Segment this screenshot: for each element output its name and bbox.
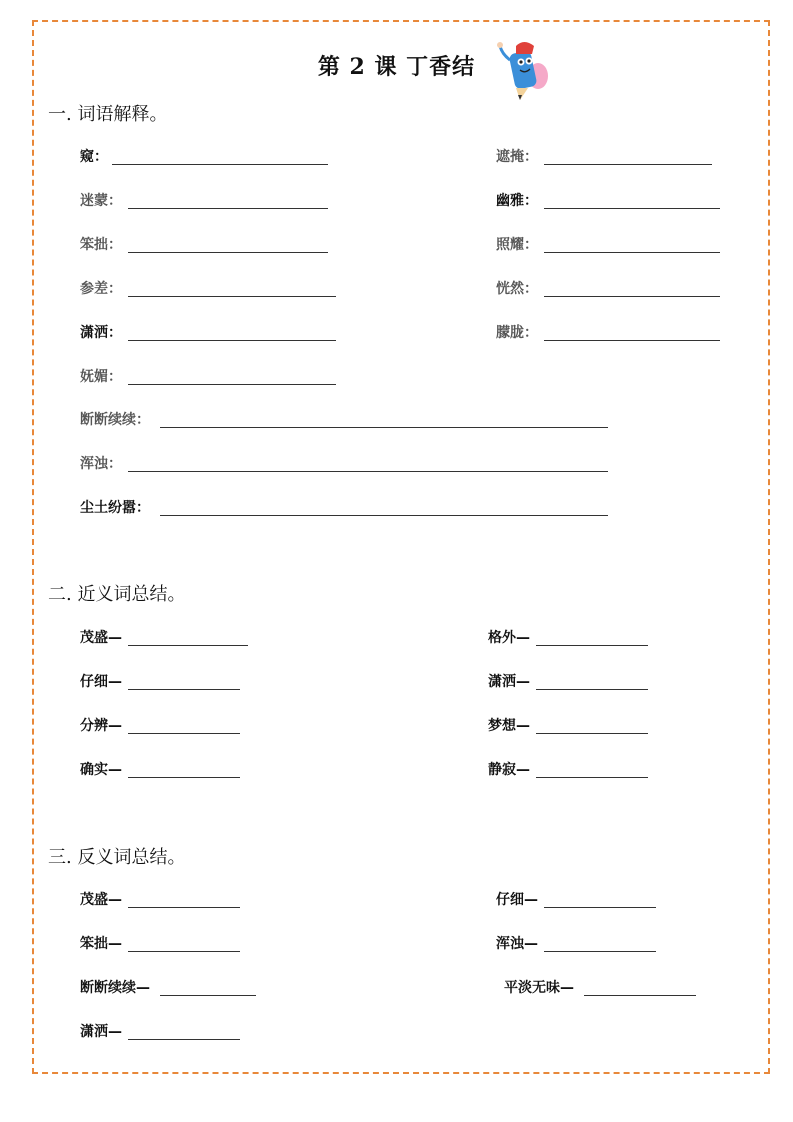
answer-blank[interactable] xyxy=(160,412,608,428)
antonym-item: 潇洒— xyxy=(80,1024,122,1040)
answer-blank[interactable] xyxy=(160,980,256,996)
vocab-item: 恍然： xyxy=(496,281,538,297)
vocab-item: 窥： xyxy=(80,149,108,165)
vocab-item: 笨拙： xyxy=(80,237,122,253)
synonym-item: 静寂— xyxy=(488,762,530,778)
synonym-item: 确实— xyxy=(80,762,122,778)
section-heading-synonyms: 二. 近义词总结。 xyxy=(48,584,186,605)
vocab-item: 断断续续： xyxy=(80,412,150,428)
antonym-item: 断断续续— xyxy=(80,980,150,996)
synonym-item: 分辨— xyxy=(80,718,122,734)
answer-blank[interactable] xyxy=(128,630,248,646)
answer-blank[interactable] xyxy=(544,936,656,952)
vocab-item: 尘土纷嚣： xyxy=(80,500,150,516)
lesson-title: 第 2 课 丁香结 xyxy=(317,54,476,80)
answer-blank[interactable] xyxy=(128,892,240,908)
synonym-item: 茂盛— xyxy=(80,630,122,646)
answer-blank[interactable] xyxy=(112,149,328,165)
answer-blank[interactable] xyxy=(544,149,712,165)
answer-blank[interactable] xyxy=(160,500,608,516)
answer-blank[interactable] xyxy=(128,674,240,690)
answer-blank[interactable] xyxy=(128,936,240,952)
page-border xyxy=(32,20,770,1074)
answer-blank[interactable] xyxy=(544,892,656,908)
answer-blank[interactable] xyxy=(584,980,696,996)
answer-blank[interactable] xyxy=(128,281,336,297)
antonym-item: 笨拙— xyxy=(80,936,122,952)
answer-blank[interactable] xyxy=(128,718,240,734)
answer-blank[interactable] xyxy=(536,674,648,690)
synonym-item: 潇洒— xyxy=(488,674,530,690)
pencil-mascot-icon xyxy=(494,40,554,102)
antonym-item: 浑浊— xyxy=(496,936,538,952)
vocab-item: 迷蒙： xyxy=(80,193,122,209)
answer-blank[interactable] xyxy=(536,762,648,778)
vocab-item: 遮掩： xyxy=(496,149,538,165)
answer-blank[interactable] xyxy=(544,325,720,341)
answer-blank[interactable] xyxy=(128,193,328,209)
synonym-item: 格外— xyxy=(488,630,530,646)
section-heading-antonyms: 三. 反义词总结。 xyxy=(48,847,186,868)
answer-blank[interactable] xyxy=(544,237,720,253)
vocab-item: 浑浊： xyxy=(80,456,122,472)
answer-blank[interactable] xyxy=(128,762,240,778)
answer-blank[interactable] xyxy=(128,1024,240,1040)
vocab-item: 潇洒： xyxy=(80,325,122,341)
answer-blank[interactable] xyxy=(128,456,608,472)
answer-blank[interactable] xyxy=(536,718,648,734)
vocab-item: 照耀： xyxy=(496,237,538,253)
answer-blank[interactable] xyxy=(128,325,336,341)
answer-blank[interactable] xyxy=(544,193,720,209)
section-heading-vocabulary: 一. 词语解释。 xyxy=(48,104,168,125)
synonym-item: 仔细— xyxy=(80,674,122,690)
vocab-item: 朦胧： xyxy=(496,325,538,341)
answer-blank[interactable] xyxy=(544,281,720,297)
synonym-item: 梦想— xyxy=(488,718,530,734)
vocab-item: 幽雅： xyxy=(496,193,538,209)
answer-blank[interactable] xyxy=(128,369,336,385)
answer-blank[interactable] xyxy=(536,630,648,646)
antonym-item: 茂盛— xyxy=(80,892,122,908)
vocab-item: 妩媚： xyxy=(80,369,122,385)
vocab-item: 参差： xyxy=(80,281,122,297)
answer-blank[interactable] xyxy=(128,237,328,253)
antonym-item: 平淡无味— xyxy=(504,980,574,996)
antonym-item: 仔细— xyxy=(496,892,538,908)
